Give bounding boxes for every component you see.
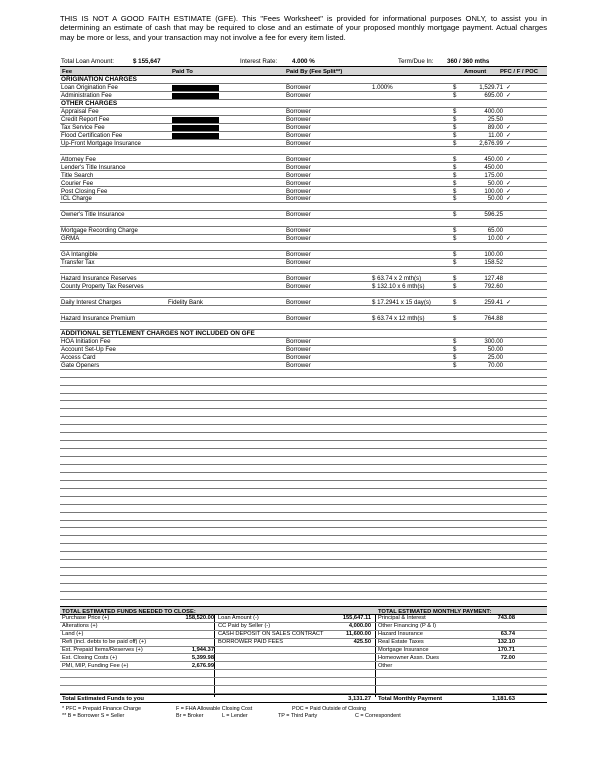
- paid-by: Borrower: [286, 108, 311, 116]
- section-title: ORIGINATION CHARGES: [61, 76, 137, 84]
- dollar-sign: $: [453, 195, 457, 203]
- term-value: 360 / 360 mths: [447, 58, 490, 65]
- fee-amount: 695.00: [484, 92, 503, 100]
- paid-by: Borrower: [286, 282, 311, 290]
- totals-row: [60, 623, 547, 631]
- fees-worksheet: [60, 14, 547, 719]
- check-mark: ✓: [506, 131, 512, 139]
- legend-tp: TP = Third Party: [278, 712, 318, 719]
- fee-row: [60, 298, 547, 306]
- fee-name: Title Search: [61, 171, 94, 179]
- dollar-sign: $: [453, 155, 457, 163]
- fee-amount: 100.00: [484, 187, 503, 195]
- totals-row: [60, 639, 547, 647]
- fee-amount: 400.00: [484, 108, 503, 116]
- fee-amount: 158.52: [484, 258, 503, 266]
- funds-credit-label: Loan Amount (-): [218, 615, 259, 622]
- check-mark: ✓: [506, 139, 512, 147]
- fee-calc: $ 17.2941 x 15 day(s): [372, 298, 431, 306]
- funds-item-value: 1,944.37: [191, 646, 214, 653]
- fee-row: [60, 187, 547, 195]
- monthly-item-label: Principal & Interest: [378, 615, 426, 622]
- blank-row: [60, 394, 547, 402]
- monthly-item-label: Hazard Insurance: [378, 631, 423, 638]
- section-title: OTHER CHARGES: [61, 100, 118, 108]
- header-paid-to: Paid To: [172, 68, 193, 75]
- fee-name: Flood Certification Fee: [61, 131, 123, 139]
- fee-row: [60, 338, 547, 346]
- blank-row: [60, 481, 547, 489]
- legend-c: C = Correspondent: [355, 712, 401, 719]
- term-label: Term/Due In:: [398, 58, 434, 65]
- interest-rate-label: Interest Rate:: [240, 58, 278, 65]
- fee-name: Loan Origination Fee: [61, 84, 118, 92]
- dollar-sign: $: [453, 124, 457, 132]
- paid-by: Borrower: [286, 314, 311, 322]
- fee-name: Post Closing Fee: [61, 187, 108, 195]
- paid-by: Borrower: [286, 354, 311, 362]
- paid-by: Borrower: [286, 163, 311, 171]
- fee-amount: 25.00: [487, 354, 503, 362]
- fee-name: Up-Front Mortgage Insurance: [61, 139, 141, 147]
- blank-row: [60, 576, 547, 584]
- fee-row: [60, 179, 547, 187]
- funds-credit-label: CASH DEPOSIT ON SALES CONTRACT: [218, 631, 324, 638]
- legend-pfc: * PFC = Prepaid Finance Charge: [62, 705, 141, 712]
- monthly-item-label: Homeowner Assn. Dues: [378, 654, 440, 661]
- fee-row: [60, 116, 547, 124]
- paid-by: Borrower: [286, 124, 311, 132]
- legend-b-s: ** B = Borrower S = Seller: [62, 712, 125, 719]
- fee-row: [60, 282, 547, 290]
- fees-table-body: [60, 76, 547, 600]
- totals-row: [60, 678, 547, 686]
- fee-name: GA Intangible: [61, 251, 98, 259]
- paid-by: Borrower: [286, 171, 311, 179]
- fee-amount: 11.00: [488, 131, 503, 139]
- disclaimer-text: THIS IS NOT A GOOD FAITH ESTIMATE (GFE). This "Fees Worksheet" is provided for informational purposes ONLY, to assist you in determining an estimate of cash that may be required to close and an estimate of your proposed monthly mortgage payment. Actual charges may be more or less, and your transaction may not involve a fee for every item listed.: [60, 14, 547, 42]
- funds-item-label: Est. Prepaid Items/Reserves (+): [62, 646, 143, 653]
- fee-amount: 764.88: [484, 314, 503, 322]
- totals-row: [60, 647, 547, 655]
- blank-row: [60, 473, 547, 481]
- check-mark: ✓: [506, 124, 512, 132]
- paid-by: Borrower: [286, 274, 311, 282]
- monthly-item-value: 170.71: [497, 646, 515, 653]
- blank-row: [60, 513, 547, 521]
- fee-amount: 792.60: [484, 282, 503, 290]
- funds-credit-value: 4,000.00: [348, 623, 371, 630]
- monthly-item-value: 132.10: [497, 638, 515, 645]
- fee-name: Attorney Fee: [61, 155, 96, 163]
- blank-row: [60, 322, 547, 330]
- fee-name: HOA Initiation Fee: [61, 338, 111, 346]
- blank-row: [60, 584, 547, 592]
- totals-row: [60, 631, 547, 639]
- fee-amount: 450.00: [484, 155, 503, 163]
- fee-name: Tax Service Fee: [61, 124, 105, 132]
- totals-rows: [60, 615, 547, 694]
- blank-row: [60, 528, 547, 536]
- loan-summary-line: [60, 57, 547, 67]
- fee-row: [60, 171, 547, 179]
- dollar-sign: $: [453, 258, 457, 266]
- fee-name: Mortgage Recording Charge: [61, 227, 138, 235]
- blank-row: [60, 243, 547, 251]
- redaction-bar: [172, 125, 219, 131]
- fee-amount: 70.00: [487, 362, 503, 370]
- monthly-title: TOTAL ESTIMATED MONTHLY PAYMENT:: [378, 608, 492, 615]
- monthly-item-value: 743.08: [497, 615, 515, 622]
- blank-row: [60, 267, 547, 275]
- fees-table-header: [60, 67, 547, 76]
- fee-name: Gate Openers: [61, 362, 100, 370]
- fee-amount: 2,676.99: [479, 139, 503, 147]
- blank-row: [60, 505, 547, 513]
- funds-item-label: Refi (incl. debts to be paid off) (+): [62, 638, 147, 645]
- monthly-item-label: Mortgage Insurance: [378, 646, 429, 653]
- paid-by: Borrower: [286, 362, 311, 370]
- dollar-sign: $: [453, 362, 457, 370]
- dollar-sign: $: [453, 298, 457, 306]
- paid-by: Borrower: [286, 92, 311, 100]
- fee-name: Hazard Insurance Reserves: [61, 274, 137, 282]
- fee-row: [60, 195, 547, 203]
- paid-by: Borrower: [286, 211, 311, 219]
- paid-by: Borrower: [286, 338, 311, 346]
- dollar-sign: $: [453, 131, 457, 139]
- paid-by: Borrower: [286, 155, 311, 163]
- redaction-bar: [172, 133, 219, 139]
- fee-amount: 50.00: [487, 195, 503, 203]
- fee-name: County Property Tax Reserves: [61, 282, 144, 290]
- paid-by: Borrower: [286, 179, 311, 187]
- blank-row: [60, 544, 547, 552]
- check-mark: ✓: [506, 235, 512, 243]
- blank-row: [60, 449, 547, 457]
- monthly-item-value: 63.74: [500, 631, 515, 638]
- paid-by: Borrower: [286, 195, 311, 203]
- funds-credit-label: CC Paid by Seller (-): [218, 623, 271, 630]
- funds-credit-label: BORROWER PAID FEES: [218, 638, 283, 645]
- legend-l: L = Lender: [222, 712, 248, 719]
- check-mark: ✓: [506, 155, 512, 163]
- paid-by: Borrower: [286, 298, 311, 306]
- funds-item-label: Alterations (+): [62, 623, 98, 630]
- funds-item-label: Est. Closing Costs (+): [62, 654, 118, 661]
- fee-row: [60, 155, 547, 163]
- paid-to: Fidelity Bank: [168, 298, 203, 306]
- legend-br: Br = Broker: [176, 712, 204, 719]
- funds-credit-value: 11,600.00: [346, 631, 371, 638]
- section-heading: [60, 76, 547, 84]
- blank-row: [60, 489, 547, 497]
- paid-by: Borrower: [286, 131, 311, 139]
- redaction-bar: [172, 85, 219, 91]
- paid-by: Borrower: [286, 251, 311, 259]
- funds-item-label: Purchase Price (+): [62, 615, 110, 622]
- fee-calc: $ 63.74 x 2 mth(s): [372, 274, 422, 282]
- paid-by: Borrower: [286, 116, 311, 124]
- blank-row: [60, 536, 547, 544]
- paid-by: Borrower: [286, 227, 311, 235]
- fee-row: [60, 211, 547, 219]
- funds-item-value: 5,399.98: [191, 654, 214, 661]
- totals-grid: [60, 615, 547, 694]
- fee-amount: 100.00: [484, 251, 503, 259]
- monthly-item-label: Other Financing (P & I): [378, 623, 437, 630]
- header-pfc: PFC / F / POC: [500, 68, 538, 75]
- blank-row: [60, 386, 547, 394]
- funds-item-value: 158,520.00: [185, 615, 214, 622]
- header-paid-by: Paid By (Fee Split**): [286, 68, 343, 75]
- dollar-sign: $: [453, 235, 457, 243]
- fee-name: Lender's Title Insurance: [61, 163, 126, 171]
- dollar-sign: $: [453, 227, 457, 235]
- total-monthly-label: Total Monthly Payment: [378, 696, 443, 703]
- blank-row: [60, 370, 547, 378]
- fee-row: [60, 163, 547, 171]
- funds-title: TOTAL ESTIMATED FUNDS NEEDED TO CLOSE:: [62, 608, 196, 615]
- blank-row: [60, 203, 547, 211]
- dollar-sign: $: [453, 282, 457, 290]
- blank-row: [60, 425, 547, 433]
- redaction-bar: [172, 117, 219, 123]
- check-mark: ✓: [506, 298, 512, 306]
- fee-row: [60, 227, 547, 235]
- check-mark: ✓: [506, 92, 512, 100]
- fee-calc: $ 132.10 x 6 mth(s): [372, 282, 425, 290]
- check-mark: ✓: [506, 195, 512, 203]
- paid-by: Borrower: [286, 84, 311, 92]
- total-funds-label: Total Estimated Funds to you: [62, 696, 145, 703]
- fee-amount: 65.00: [487, 227, 503, 235]
- blank-row: [60, 592, 547, 600]
- blank-row: [60, 306, 547, 314]
- blank-row: [60, 401, 547, 409]
- fee-amount: 25.50: [487, 116, 503, 124]
- dollar-sign: $: [453, 171, 457, 179]
- blank-row: [60, 521, 547, 529]
- fee-name: Daily Interest Charges: [61, 298, 122, 306]
- fee-amount: 89.00: [487, 124, 503, 132]
- paid-by: Borrower: [286, 258, 311, 266]
- totals-row: [60, 615, 547, 623]
- funds-credit-value: 155,647.11: [342, 615, 371, 622]
- fee-name: GRMA: [61, 235, 80, 243]
- totals-row: [60, 686, 547, 694]
- totals-header: [60, 606, 547, 615]
- section-heading: [60, 100, 547, 108]
- blank-row: [60, 147, 547, 155]
- totals-section: [60, 606, 547, 720]
- fee-row: [60, 108, 547, 116]
- fee-name: ICL Charge: [61, 195, 92, 203]
- paid-by: Borrower: [286, 139, 311, 147]
- fee-row: [60, 124, 547, 132]
- blank-row: [60, 441, 547, 449]
- blank-row: [60, 552, 547, 560]
- loan-amount-label: Total Loan Amount:: [61, 58, 114, 65]
- blank-row: [60, 457, 547, 465]
- dollar-sign: $: [453, 163, 457, 171]
- fee-amount: 10.00: [487, 235, 503, 243]
- fee-amount: 450.00: [484, 163, 503, 171]
- legend: [60, 706, 547, 720]
- blank-row: [60, 290, 547, 298]
- blank-row: [60, 219, 547, 227]
- fee-amount: 596.25: [484, 211, 503, 219]
- fee-row: [60, 354, 547, 362]
- dollar-sign: $: [453, 187, 457, 195]
- paid-by: Borrower: [286, 346, 311, 354]
- fee-amount: 300.00: [484, 338, 503, 346]
- fee-row: [60, 259, 547, 267]
- blank-row: [60, 465, 547, 473]
- blank-row: [60, 433, 547, 441]
- monthly-item-label: Real Estate Taxes: [378, 638, 424, 645]
- fee-amount: 50.00: [487, 179, 503, 187]
- fee-row: [60, 84, 547, 92]
- fee-row: [60, 274, 547, 282]
- totals-row: [60, 670, 547, 678]
- dollar-sign: $: [453, 179, 457, 187]
- dollar-sign: $: [453, 139, 457, 147]
- fee-amount: 175.00: [484, 171, 503, 179]
- header-amount: Amount: [464, 68, 487, 75]
- fee-name: Transfer Tax: [61, 258, 95, 266]
- dollar-sign: $: [453, 116, 457, 124]
- total-monthly-value: 1,181.63: [492, 696, 515, 703]
- blank-row: [60, 568, 547, 576]
- totals-row: [60, 662, 547, 670]
- fee-row: [60, 362, 547, 370]
- monthly-item-value: 72.00: [500, 654, 515, 661]
- blank-row: [60, 417, 547, 425]
- check-mark: ✓: [506, 179, 512, 187]
- section-title: ADDITIONAL SETTLEMENT CHARGES NOT INCLUDED ON GFE: [61, 330, 255, 338]
- blank-row: [60, 497, 547, 505]
- fee-amount: 259.41: [484, 298, 503, 306]
- totals-footer: [60, 694, 547, 703]
- fee-name: Courier Fee: [61, 179, 94, 187]
- fee-name: Hazard Insurance Premium: [61, 314, 136, 322]
- fee-row: [60, 235, 547, 243]
- dollar-sign: $: [453, 338, 457, 346]
- monthly-item-label: Other: [378, 662, 393, 669]
- totals-row: [60, 654, 547, 662]
- fee-amount: 50.00: [487, 346, 503, 354]
- loan-amount-value: $ 155,647: [133, 58, 161, 65]
- paid-by: Borrower: [286, 187, 311, 195]
- fee-name: Credit Report Fee: [61, 116, 110, 124]
- legend-f: F = FHA Allowable Closing Cost: [176, 705, 253, 712]
- section-heading: [60, 330, 547, 338]
- blank-row: [60, 560, 547, 568]
- fee-amount: 1,529.71: [479, 84, 503, 92]
- fee-name: Administration Fee: [61, 92, 112, 100]
- fee-row: [60, 346, 547, 354]
- fee-name: Account Set-Up Fee: [61, 346, 116, 354]
- check-mark: ✓: [506, 187, 512, 195]
- header-fee: Fee: [62, 68, 73, 75]
- paid-by: Borrower: [286, 235, 311, 243]
- dollar-sign: $: [453, 251, 457, 259]
- dollar-sign: $: [453, 314, 457, 322]
- dollar-sign: $: [453, 92, 457, 100]
- fee-row: [60, 140, 547, 148]
- total-funds-value: 3,131.27: [348, 696, 371, 703]
- dollar-sign: $: [453, 274, 457, 282]
- redaction-bar: [172, 93, 219, 99]
- funds-item-value: 2,676.99: [191, 662, 214, 669]
- legend-poc: POC = Paid Outside of Closing: [292, 705, 367, 712]
- blank-row: [60, 378, 547, 386]
- fee-calc: 1.000%: [372, 84, 393, 92]
- fee-name: Appraisal Fee: [61, 108, 99, 116]
- check-mark: ✓: [506, 84, 512, 92]
- fee-row: [60, 92, 547, 100]
- dollar-sign: $: [453, 108, 457, 116]
- fee-name: Owner's Title Insurance: [61, 211, 125, 219]
- dollar-sign: $: [453, 346, 457, 354]
- fee-name: Access Card: [61, 354, 96, 362]
- fee-row: [60, 251, 547, 259]
- dollar-sign: $: [453, 354, 457, 362]
- fee-amount: 127.48: [484, 274, 503, 282]
- dollar-sign: $: [453, 84, 457, 92]
- funds-item-label: PMI, MIP, Funding Fee (+): [62, 662, 129, 669]
- dollar-sign: $: [453, 211, 457, 219]
- funds-item-label: Land (+): [62, 631, 84, 638]
- funds-credit-value: 425.50: [353, 638, 371, 645]
- fee-row: [60, 132, 547, 140]
- fee-calc: $ 63.74 x 12 mth(s): [372, 314, 425, 322]
- interest-rate-value: 4.000 %: [292, 58, 315, 65]
- fee-row: [60, 314, 547, 322]
- blank-row: [60, 409, 547, 417]
